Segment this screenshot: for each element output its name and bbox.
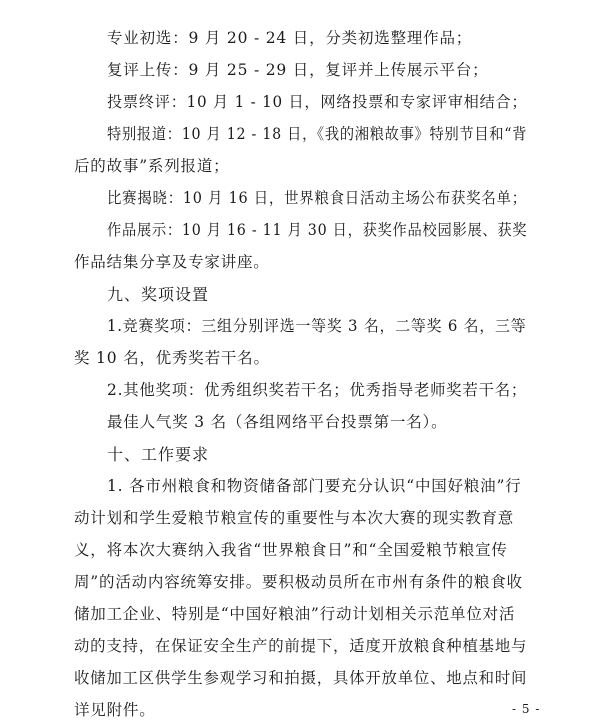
awards-line-popularity: 最佳人气奖 3 名（各组网络平台投票第一名）。 [107, 413, 448, 431]
schedule-line-final-vote: 投票终评：10 月 1 - 10 日，网络投票和专家评审相结合； [107, 93, 528, 111]
section-heading-awards: 九、奖项设置 [107, 285, 210, 304]
requirements-line-8: 详见附件。 [74, 701, 156, 719]
requirements-line-1: 1. 各市州粮食和物资储备部门要充分认识“中国好粮油”行 [107, 477, 522, 495]
awards-line-other: 2.其他奖项：优秀组织奖若干名；优秀指导老师奖若干名； [107, 381, 528, 399]
page-number: - 5 - [512, 702, 541, 716]
schedule-line-preliminary: 专业初选：9 月 20 - 24 日，分类初选整理作品； [107, 29, 473, 47]
requirements-line-4: 周”的活动内容统筹安排。要积极动员所在市州有条件的粮食收 [74, 573, 523, 591]
schedule-line-special-report: 特别报道：10 月 12 - 18 日，《我的湘粮故事》特别节目和“背 [107, 125, 528, 143]
section-heading-requirements: 十、工作要求 [107, 445, 210, 464]
requirements-line-5: 储加工企业、特别是“中国好粮油”行动计划相关示范单位对活 [74, 605, 516, 623]
schedule-line-announcement: 比赛揭晓：10 月 16 日，世界粮食日活动主场公布获奖名单； [107, 189, 527, 207]
requirements-line-6: 动的支持，在保证安全生产的前提下，适度开放粮食种植基地与 [74, 637, 528, 655]
awards-line-competition-cont: 奖 10 名，优秀奖若干名。 [74, 349, 270, 367]
requirements-line-2: 动计划和学生爱粮节粮宣传的重要性与本次大赛的现实教育意 [74, 509, 515, 527]
requirements-line-3: 义，将本次大赛纳入我省“世界粮食日”和“全国爱粮节粮宣传 [74, 541, 508, 559]
awards-line-competition: 1.竞赛奖项：三组分别评选一等奖 3 名，二等奖 6 名，三等 [107, 317, 527, 335]
requirements-line-7: 收储加工区供学生参观学习和拍摄，具体开放单位、地点和时间 [74, 669, 528, 687]
schedule-line-review-upload: 复评上传：9 月 25 - 29 日，复评并上传展示平台； [107, 61, 489, 79]
schedule-line-exhibition: 作品展示：10 月 16 - 11 月 30 日，获奖作品校园影展、获奖 [107, 221, 528, 239]
schedule-line-special-report-cont: 后的故事”系列报道； [74, 157, 230, 175]
schedule-line-exhibition-cont: 作品结集分享及专家讲座。 [74, 253, 270, 271]
